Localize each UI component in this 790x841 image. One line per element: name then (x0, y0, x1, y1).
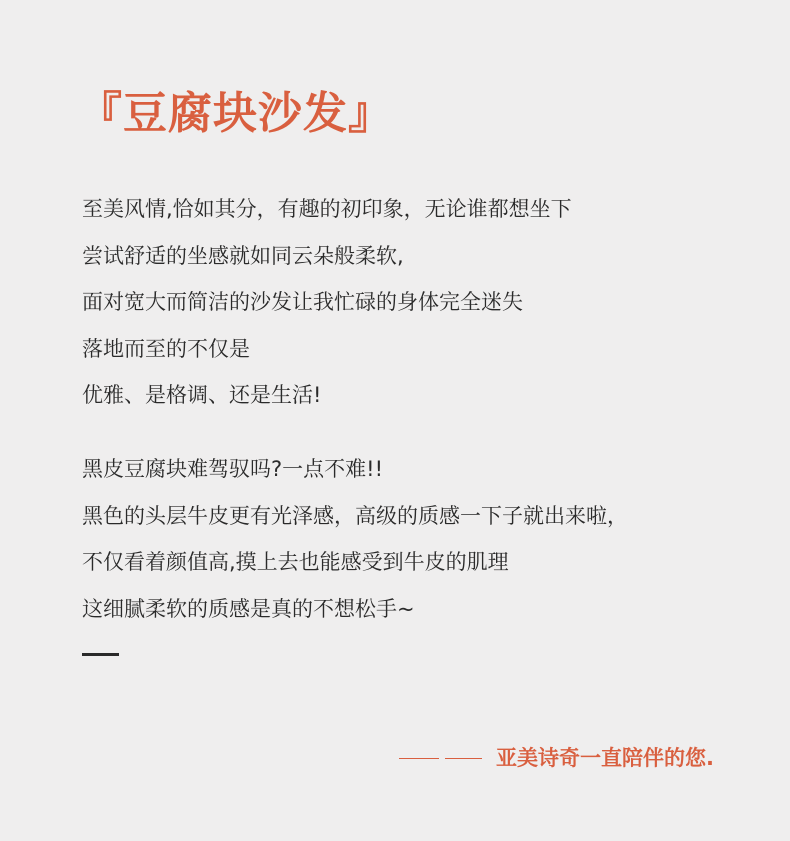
signature-dash (399, 758, 439, 759)
signature-dash (445, 758, 482, 759)
text-line: 这细腻柔软的质感是真的不想松手~ (82, 596, 415, 621)
text-line: 尝试舒适的坐感就如同云朵般柔软, (82, 243, 404, 268)
page-title: 『豆腐块沙发』 (78, 88, 393, 139)
text-line: 不仅看着颜值高,摸上去也能感受到牛皮的肌理 (82, 550, 509, 574)
text-line: 至美风情,恰如其分，有趣的初印象，无论谁都想坐下 (82, 197, 572, 221)
text-line: 落地而至的不仅是 (82, 336, 250, 361)
section-divider (82, 653, 119, 656)
text-line: 优雅、是格调、还是生活! (82, 383, 322, 407)
leather-paragraph (82, 446, 628, 632)
text-line: 黑色的头层牛皮更有光泽感，高级的质感一下子就出来啦， (82, 503, 628, 528)
intro-paragraph (82, 186, 572, 419)
text-line: 面对宽大而简洁的沙发让我忙碌的身体完全迷失 (82, 290, 523, 314)
brand-signature: 亚美诗奇一直陪伴的您. (496, 746, 714, 770)
text-line: 黑皮豆腐块难驾驭吗?一点不难!! (82, 457, 383, 481)
